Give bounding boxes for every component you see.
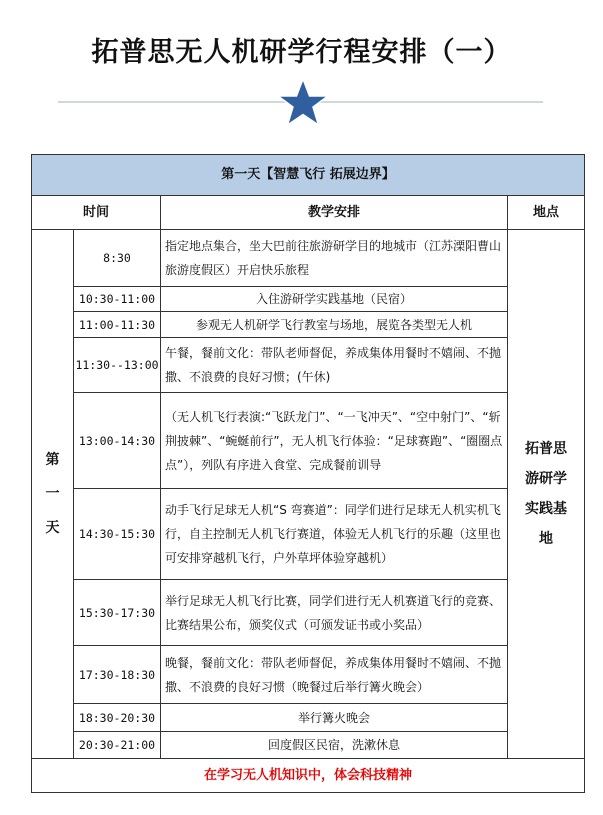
table-row xyxy=(32,338,585,393)
day-header: 第一天【智慧飞行 拓展边界】 xyxy=(32,155,585,196)
location-line: 游研学 xyxy=(525,471,568,487)
table-row xyxy=(32,489,585,580)
table-row xyxy=(32,580,585,646)
table-row xyxy=(32,646,585,704)
day-label-char: 一 xyxy=(45,486,60,502)
time-cell: 11:00-11:30 xyxy=(74,312,161,338)
time-cell: 15:30-17:30 xyxy=(74,580,161,646)
content-cell: 入住游研学实践基地（民宿） xyxy=(161,287,508,312)
time-cell: 8:30 xyxy=(74,230,161,287)
time-cell: 10:30-11:00 xyxy=(74,287,161,312)
table-row xyxy=(32,230,585,287)
column-header-location: 地点 xyxy=(508,196,585,230)
table-row xyxy=(32,704,585,732)
time-cell: 18:30-20:30 xyxy=(74,704,161,732)
content-cell: 举行篝火晚会 xyxy=(161,704,508,732)
content-cell: 回度假区民宿，洗漱休息 xyxy=(161,732,508,759)
table-row xyxy=(32,393,585,489)
content-cell: 晚餐，餐前文化：带队老师督促，养成集体用餐时不嬉闹、不抛撒、不浪费的良好习惯（晚餐过后举行篝火晚会） xyxy=(161,646,508,704)
itinerary-table xyxy=(31,154,585,793)
time-cell: 13:00-14:30 xyxy=(74,393,161,489)
location-line: 实践基 xyxy=(525,501,568,517)
time-cell: 17:30-18:30 xyxy=(74,646,161,704)
day-label-char: 第 xyxy=(45,452,60,468)
content-cell: 午餐，餐前文化：带队老师督促，养成集体用餐时不嬉闹、不抛撒、不浪费的良好习惯；(午休) xyxy=(161,338,508,393)
table-row xyxy=(32,732,585,759)
table-row xyxy=(32,312,585,338)
time-cell: 14:30-15:30 xyxy=(74,489,161,580)
location-line: 地 xyxy=(539,531,554,547)
day-label-char: 天 xyxy=(45,520,60,536)
location-line: 拓普思 xyxy=(525,441,568,457)
content-cell: 指定地点集合，坐大巴前往旅游研学目的地城市（江苏溧阳曹山旅游度假区）开启快乐旅程 xyxy=(161,230,508,287)
footer-row xyxy=(32,759,585,793)
content-cell: （无人机飞行表演:“飞跃龙门”、“一飞冲天”、“空中射门”、“斩荆披棘”、“蜿蜒前行”，无人机飞行体验：“足球赛跑”、“圈圈点点”），列队有序进入食堂、完成餐前训导 xyxy=(161,393,508,489)
column-header-content: 教学安排 xyxy=(161,196,508,230)
page-title: 拓普思无人机研学行程安排（一） xyxy=(91,37,512,68)
time-cell: 20:30-21:00 xyxy=(74,732,161,759)
day-label-cell xyxy=(32,230,74,759)
content-cell: 举行足球无人机飞行比赛，同学们进行无人机赛道飞行的竞赛、比赛结果公布，颁奖仪式（可颁发证书或小奖品） xyxy=(161,580,508,646)
table-row xyxy=(32,287,585,312)
content-cell: 动手飞行足球无人机“S 弯赛道”：同学们进行足球无人机实机飞行，自主控制无人机飞行赛道，体验无人机飞行的乐趣（这里也可安排穿越机飞行，户外草坪体验穿越机） xyxy=(161,489,508,580)
footer-slogan: 在学习无人机知识中，体会科技精神 xyxy=(32,759,585,793)
location-cell xyxy=(508,230,585,759)
star-icon xyxy=(275,77,331,129)
time-cell: 11:30--13:00 xyxy=(74,338,161,393)
content-cell: 参观无人机研学飞行教室与场地，展览各类型无人机 xyxy=(161,312,508,338)
column-header-time: 时间 xyxy=(32,196,161,230)
